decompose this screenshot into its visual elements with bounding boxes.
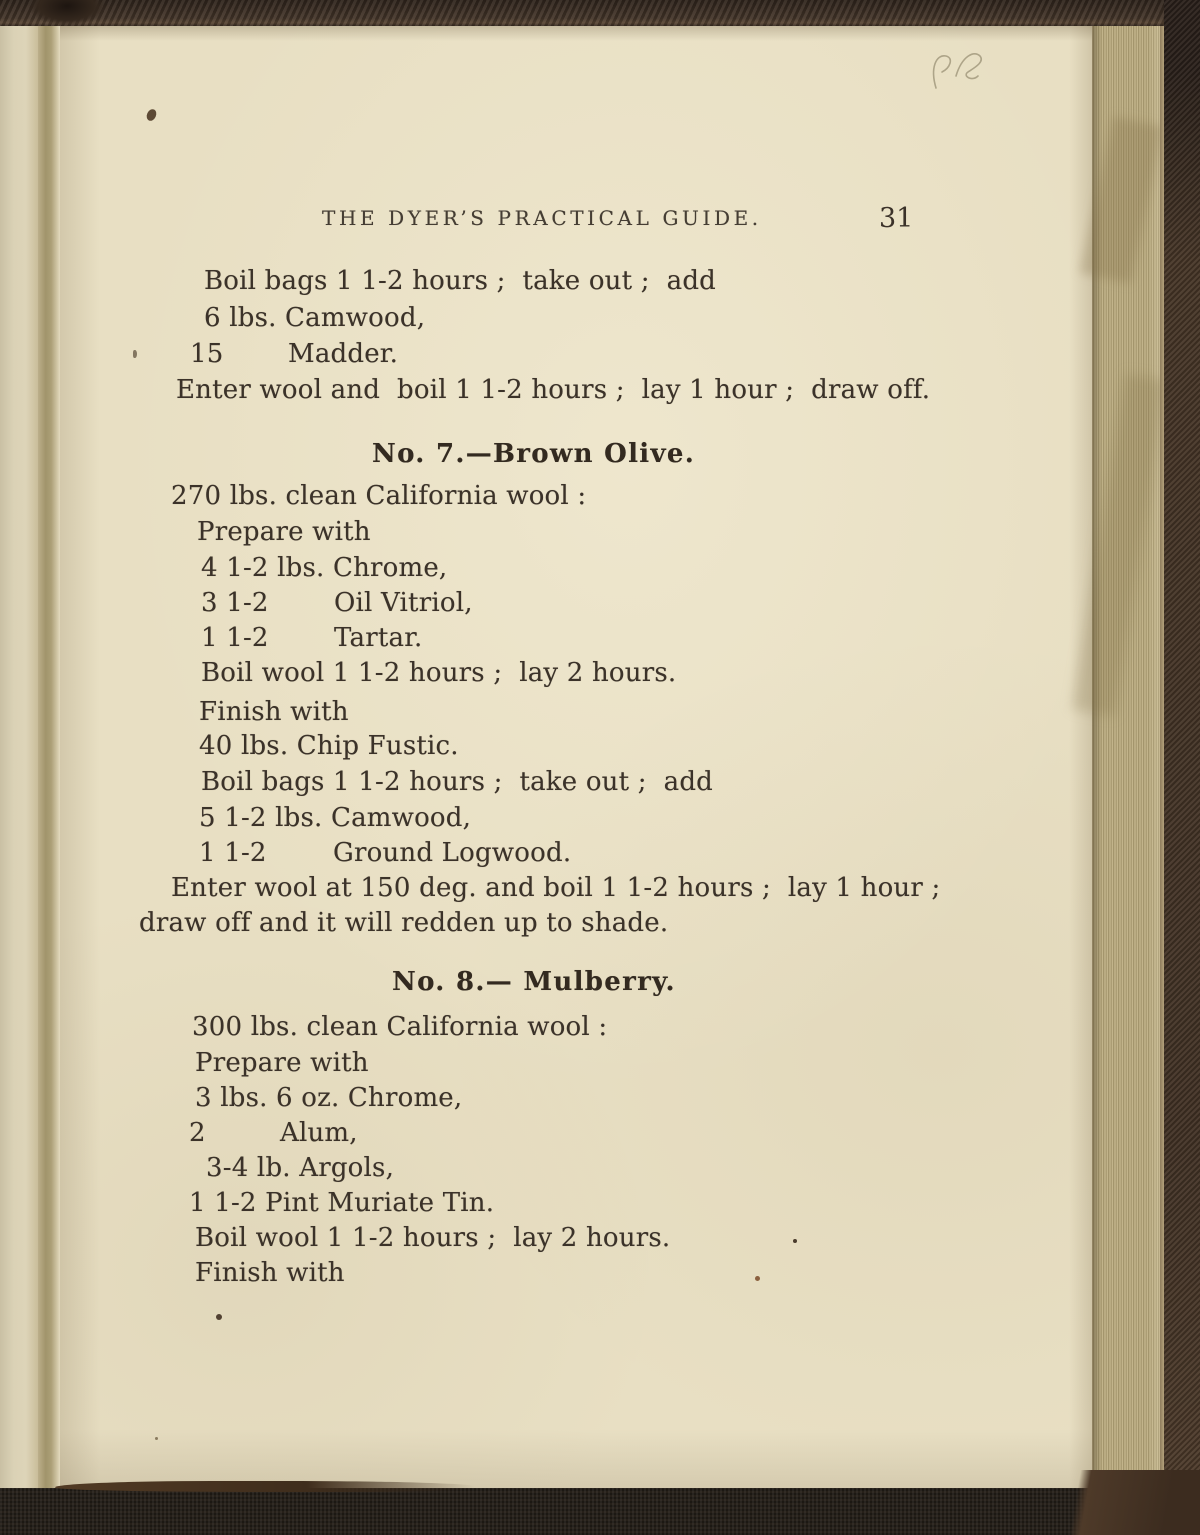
recipe-line bbox=[201, 588, 473, 618]
ingredient: Ground Logwood. bbox=[333, 838, 572, 868]
ingredient: Tartar. bbox=[334, 623, 423, 653]
recipe-line: Finish with bbox=[199, 697, 349, 727]
dust-speck bbox=[755, 1276, 760, 1281]
section-heading: No. 7.—Brown Olive. bbox=[372, 439, 696, 469]
recipe-line: 4 1-2 lbs. Chrome, bbox=[201, 553, 448, 583]
quantity: 1 1-2 bbox=[201, 623, 269, 653]
recipe-line: Boil wool 1 1-2 hours ; lay 2 hours. bbox=[195, 1223, 671, 1253]
quantity: 1 1-2 bbox=[199, 838, 267, 868]
recipe-line: 6 lbs. Camwood, bbox=[204, 303, 426, 333]
section-heading: No. 8.— Mulberry. bbox=[392, 967, 676, 997]
page-number: 31 bbox=[879, 203, 914, 234]
recipe-line: Finish with bbox=[195, 1258, 345, 1288]
recipe-line: 40 lbs. Chip Fustic. bbox=[199, 731, 459, 761]
recipe-line bbox=[199, 838, 572, 868]
dust-speck bbox=[155, 1437, 158, 1440]
recipe-line: 3 lbs. 6 oz. Chrome, bbox=[195, 1083, 463, 1113]
dust-speck bbox=[133, 350, 137, 358]
recipe-line bbox=[189, 1118, 358, 1148]
ingredient: Oil Vitriol, bbox=[334, 588, 473, 618]
recipe-line bbox=[201, 623, 423, 653]
recipe-line: 270 lbs. clean California wool : bbox=[171, 481, 587, 511]
recipe-line: draw off and it will redden up to shade. bbox=[139, 908, 669, 938]
recipe-line: 1 1-2 Pint Muriate Tin. bbox=[189, 1188, 495, 1218]
running-head-title: THE DYER’S PRACTICAL GUIDE. bbox=[322, 206, 762, 230]
recipe-line bbox=[190, 339, 399, 369]
recipe-line: Enter wool at 150 deg. and boil 1 1-2 hours ; lay 1 hour ; bbox=[171, 873, 941, 903]
ingredient: Madder. bbox=[288, 339, 399, 369]
recipe-line: Enter wool and boil 1 1-2 hours ; lay 1 hour ; draw off. bbox=[176, 375, 931, 405]
recipe-line: 300 lbs. clean California wool : bbox=[192, 1012, 608, 1042]
recipe-line: Prepare with bbox=[197, 517, 371, 547]
quantity: 3 1-2 bbox=[201, 588, 269, 618]
dust-speck bbox=[793, 1239, 797, 1243]
recipe-line: 5 1-2 lbs. Camwood, bbox=[199, 803, 472, 833]
recipe-line: Boil bags 1 1-2 hours ; take out ; add bbox=[201, 767, 714, 797]
recipe-line: Prepare with bbox=[195, 1048, 369, 1078]
pencil-mark bbox=[922, 42, 1002, 102]
quantity: 2 bbox=[189, 1118, 206, 1148]
dust-speck bbox=[216, 1314, 222, 1320]
recipe-line: 3-4 lb. Argols, bbox=[206, 1153, 395, 1183]
quantity: 15 bbox=[190, 339, 224, 369]
ingredient: Alum, bbox=[280, 1118, 358, 1148]
recipe-line: Boil bags 1 1-2 hours ; take out ; add bbox=[204, 266, 717, 296]
recipe-line: Boil wool 1 1-2 hours ; lay 2 hours. bbox=[201, 658, 677, 688]
